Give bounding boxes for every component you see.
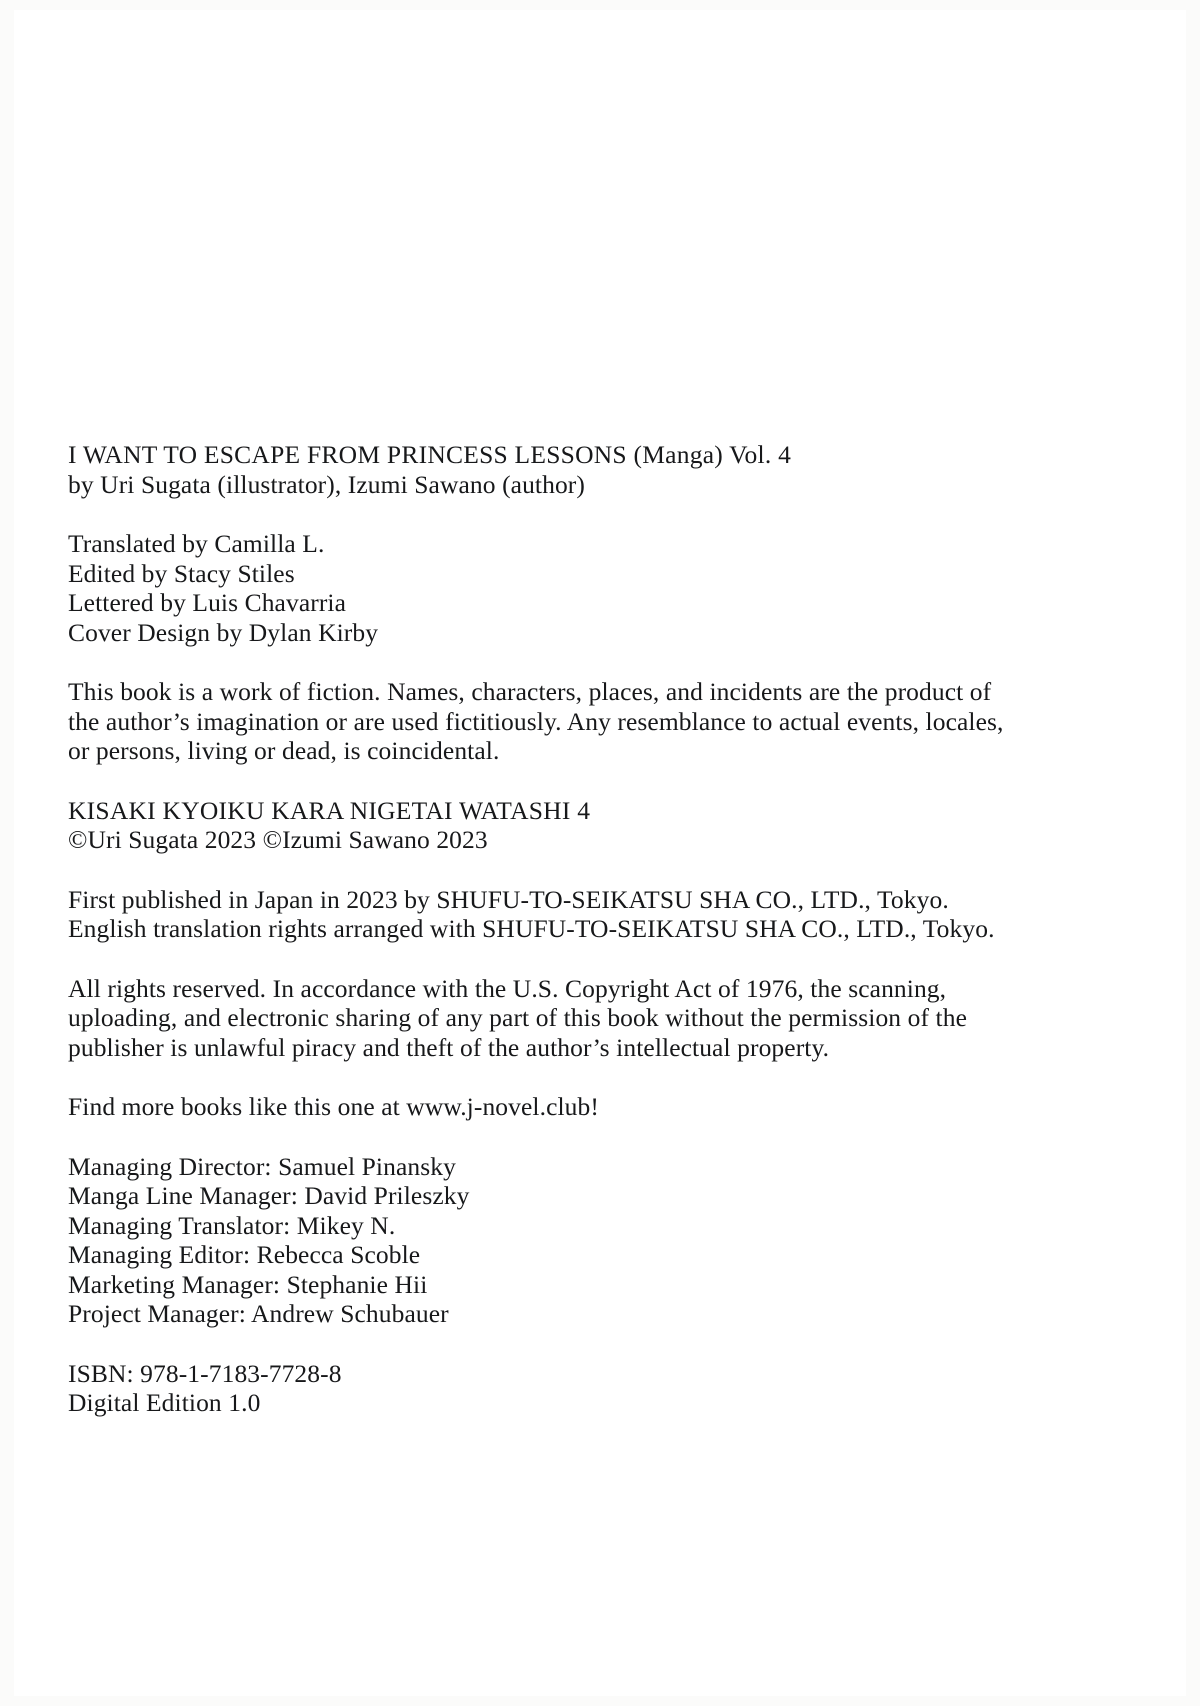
promo-text: Find more books like this one at www.j-novel.club! [68, 1092, 599, 1121]
credit-letterer: Lettered by Luis Chavarria [68, 588, 347, 617]
rights-reserved-line-2: uploading, and electronic sharing of any part of this book without the permission of the [68, 1003, 967, 1032]
page-edge-left [0, 0, 14, 1706]
staff-credit-managing-translator: Managing Translator: Mikey N. [68, 1210, 396, 1240]
promo-block [68, 1092, 960, 1122]
rights-reserved-line-1: All rights reserved. In accordance with the U.S. Copyright Act of 1976, the scanning, [68, 973, 947, 1003]
japanese-title: KISAKI KYOIKU KARA NIGETAI WATASHI 4 [68, 795, 591, 825]
fiction-disclaimer [68, 677, 1004, 766]
fiction-disclaimer-line-3: or persons, living or dead, is coincidental. [68, 736, 500, 765]
staff-credit-project-manager: Project Manager: Andrew Schubauer [68, 1299, 449, 1328]
rights-reserved [68, 973, 967, 1063]
digital-edition: Digital Edition 1.0 [68, 1388, 261, 1417]
isbn: ISBN: 978-1-7183-7728-8 [68, 1358, 342, 1388]
production-credits [68, 529, 960, 647]
publication-rights-line-1: First published in Japan in 2023 by SHUFU-TO-SEIKATSU SHA CO., LTD., Tokyo. [68, 884, 949, 914]
staff-credit-managing-director: Managing Director: Samuel Pinansky [68, 1151, 456, 1181]
identifiers-block [68, 1359, 960, 1418]
publication-rights-line-2: English translation rights arranged with SHUFU-TO-SEIKATSU SHA CO., LTD., Tokyo. [68, 914, 995, 943]
page-edge-top [0, 0, 1200, 10]
fiction-disclaimer-line-1: This book is a work of fiction. Names, characters, places, and incidents are the product of [68, 677, 992, 706]
staff-credit-marketing-manager: Marketing Manager: Stephanie Hii [68, 1269, 428, 1299]
copyright-holders: ©Uri Sugata 2023 ©Izumi Sawano 2023 [68, 825, 488, 854]
staff-credit-manga-line-manager: Manga Line Manager: David Prileszky [68, 1181, 470, 1210]
colophon-text-block [68, 440, 1004, 1418]
book-byline: by Uri Sugata (illustrator), Izumi Sawano (author) [68, 469, 585, 499]
credit-cover-designer: Cover Design by Dylan Kirby [68, 617, 379, 647]
staff-credit-managing-editor: Managing Editor: Rebecca Scoble [68, 1240, 421, 1269]
publication-rights [68, 884, 995, 944]
credit-editor: Edited by Stacy Stiles [68, 558, 295, 588]
page-edge-right [1186, 0, 1200, 1706]
title-block [68, 440, 960, 499]
book-title: I WANT TO ESCAPE FROM PRINCESS LESSONS (Manga) Vol. 4 [68, 440, 792, 469]
credit-translator: Translated by Camilla L. [68, 529, 325, 558]
page-edge-bottom [0, 1696, 1200, 1706]
original-edition-block [68, 796, 960, 855]
fiction-disclaimer-line-2: the author’s imagination or are used fictitiously. Any resemblance to actual events, locales, [68, 706, 1004, 736]
staff-credits [68, 1152, 960, 1329]
rights-reserved-line-3: publisher is unlawful piracy and theft of the author’s intellectual property. [68, 1032, 830, 1062]
